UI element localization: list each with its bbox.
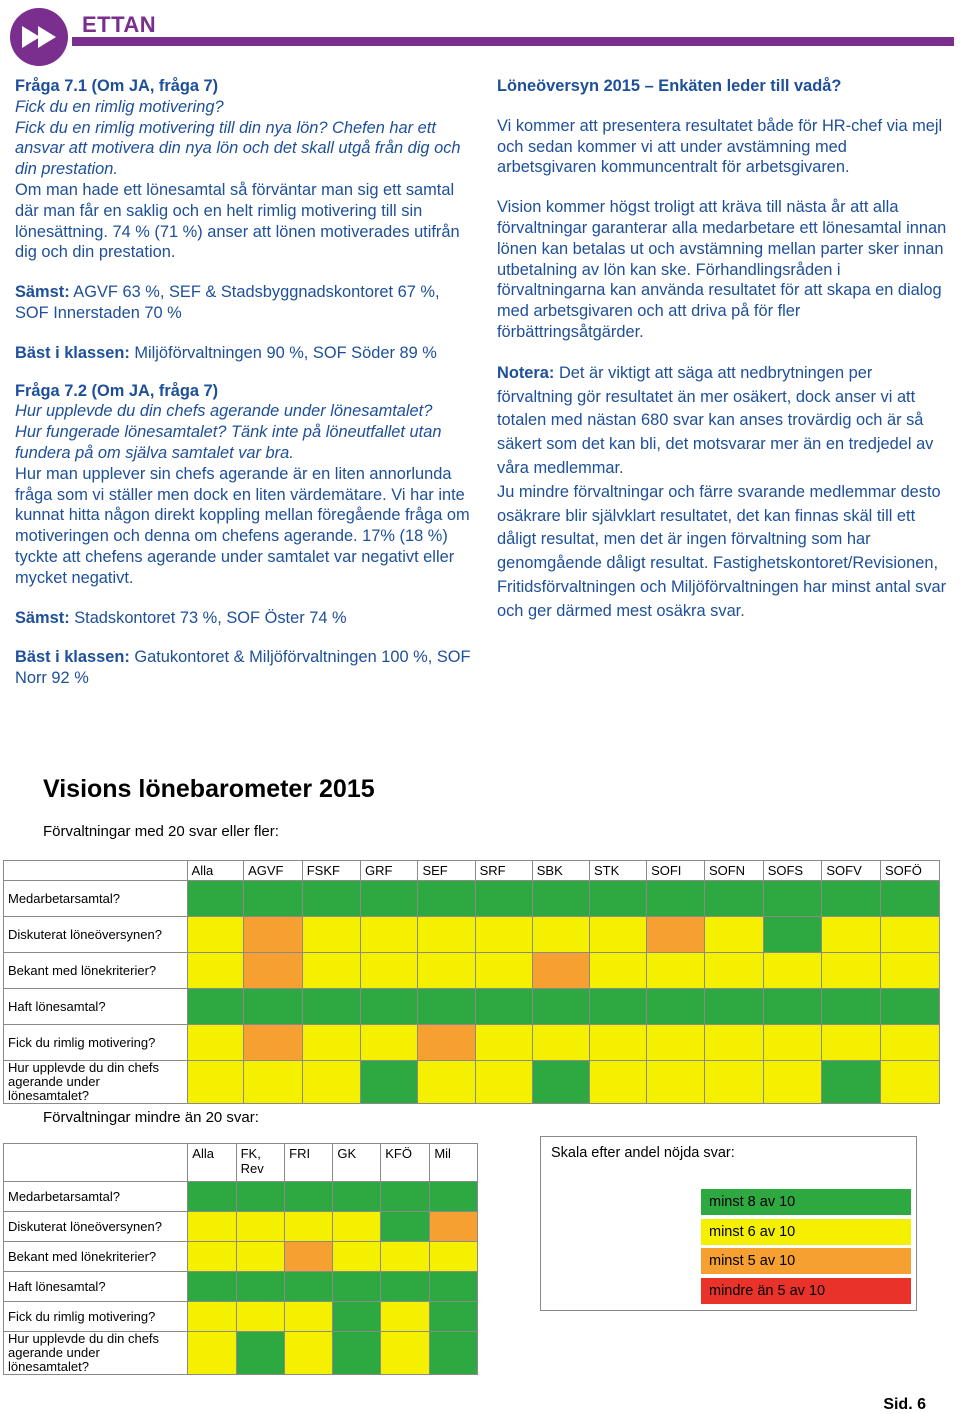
rating-cell xyxy=(187,989,244,1025)
rating-cell xyxy=(589,1061,646,1104)
rating-cell xyxy=(475,1025,532,1061)
rating-cell xyxy=(418,953,475,989)
rating-cell xyxy=(187,1061,244,1104)
rating-cell xyxy=(187,881,244,917)
rating-cell xyxy=(881,917,940,953)
rating-cell xyxy=(704,989,763,1025)
table-row xyxy=(4,1302,478,1332)
column-header: SOFV xyxy=(822,861,881,881)
table-row xyxy=(4,881,940,917)
rating-cell xyxy=(475,917,532,953)
rating-cell xyxy=(763,881,822,917)
rating-cell xyxy=(532,953,589,989)
table-corner xyxy=(4,1144,188,1182)
scale-item: minst 5 av 10 xyxy=(701,1248,911,1274)
barometer-table-large xyxy=(3,860,940,1104)
rating-cell xyxy=(532,1025,589,1061)
table-row xyxy=(4,1272,478,1302)
right-heading: Löneöversyn 2015 – Enkäten leder till vadå? xyxy=(497,77,842,95)
rating-cell xyxy=(430,1212,478,1242)
q72-worst: Sämst: Stadskontoret 73 %, SOF Öster 74 % xyxy=(15,608,347,627)
rating-cell xyxy=(430,1302,478,1332)
rating-cell xyxy=(285,1212,333,1242)
rating-cell xyxy=(704,1025,763,1061)
rating-cell xyxy=(302,1025,360,1061)
rating-cell xyxy=(361,1061,418,1104)
rating-cell xyxy=(333,1272,381,1302)
rating-cell xyxy=(475,1061,532,1104)
rating-cell xyxy=(333,1302,381,1332)
rating-cell xyxy=(704,881,763,917)
row-label: Bekant med lönekriterier? xyxy=(4,953,188,989)
right-paragraph-2: Vision kommer högst troligt att kräva till nästa år att alla förvaltningar garanterar alla medarbetare ett lönesamtal innan lönen kan betalas ut och avstämning mellan parter sker innan utbetalning av lön kan ske. Förhandlingsråden i förvaltningarna kan använda resultatet för att skapa en dialog med arbetsgivaren och att driva på för fler förbättringsåtgärder. xyxy=(497,198,947,341)
rating-cell xyxy=(822,881,881,917)
rating-cell xyxy=(822,917,881,953)
rating-cell xyxy=(236,1332,285,1375)
table-row xyxy=(4,953,940,989)
rating-cell xyxy=(418,917,475,953)
rating-cell xyxy=(418,1061,475,1104)
rating-cell xyxy=(187,1025,244,1061)
rating-cell xyxy=(532,881,589,917)
rating-cell xyxy=(187,917,244,953)
chart-subtitle-small: Förvaltningar mindre än 20 svar: xyxy=(43,1109,259,1126)
column-header: FK, Rev xyxy=(236,1144,285,1182)
column-header: SOFÖ xyxy=(881,861,940,881)
row-label: Fick du rimlig motivering? xyxy=(4,1025,188,1061)
rating-cell xyxy=(822,1061,881,1104)
rating-cell xyxy=(244,1061,303,1104)
row-label: Hur upplevde du din chefs agerande under lönesamtalet? xyxy=(4,1332,188,1375)
rating-cell xyxy=(285,1302,333,1332)
table-row xyxy=(4,1182,478,1212)
rating-cell xyxy=(381,1212,430,1242)
barometer-table-small xyxy=(3,1143,478,1375)
rating-cell xyxy=(244,1025,303,1061)
q72-question-detail: Hur fungerade lönesamtalet? Tänk inte på löneutfallet utan fundera på om själva samtalet var bra. xyxy=(15,423,442,462)
table-row xyxy=(4,989,940,1025)
table-row xyxy=(4,1242,478,1272)
rating-cell xyxy=(244,917,303,953)
row-label: Haft lönesamtal? xyxy=(4,989,188,1025)
rating-cell xyxy=(763,1025,822,1061)
rating-cell xyxy=(188,1272,236,1302)
row-label: Diskuterat löneöversynen? xyxy=(4,917,188,953)
rating-cell xyxy=(647,917,705,953)
rating-cell xyxy=(302,953,360,989)
rating-cell xyxy=(704,1061,763,1104)
rating-cell xyxy=(430,1182,478,1212)
rating-cell xyxy=(418,1025,475,1061)
rating-cell xyxy=(361,1025,418,1061)
right-column xyxy=(497,76,947,624)
header-rule xyxy=(72,37,954,46)
rating-cell xyxy=(763,917,822,953)
rating-cell xyxy=(418,881,475,917)
row-label: Medarbetarsamtal? xyxy=(4,881,188,917)
row-label: Haft lönesamtal? xyxy=(4,1272,188,1302)
table-row xyxy=(4,1025,940,1061)
row-label: Hur upplevde du din chefs agerande under lönesamtalet? xyxy=(4,1061,188,1104)
rating-cell xyxy=(822,953,881,989)
table-corner xyxy=(4,861,188,881)
q71-heading: Fråga 7.1 (Om JA, fråga 7) xyxy=(15,77,219,95)
rating-cell xyxy=(333,1242,381,1272)
q71-best: Bäst i klassen: Miljöförvaltningen 90 %, SOF Söder 89 % xyxy=(15,343,437,362)
rating-cell xyxy=(589,881,646,917)
row-label: Medarbetarsamtal? xyxy=(4,1182,188,1212)
rating-cell xyxy=(285,1242,333,1272)
rating-cell xyxy=(704,917,763,953)
column-header: STK xyxy=(589,861,646,881)
column-header: SRF xyxy=(475,861,532,881)
rating-cell xyxy=(302,881,360,917)
rating-cell xyxy=(236,1302,285,1332)
fast-forward-icon xyxy=(22,26,58,48)
rating-cell xyxy=(302,1061,360,1104)
rating-cell xyxy=(381,1242,430,1272)
rating-cell xyxy=(589,989,646,1025)
q72-question: Hur upplevde du din chefs agerande under lönesamtalet? xyxy=(15,402,433,421)
rating-cell xyxy=(881,989,940,1025)
rating-cell xyxy=(763,989,822,1025)
q72-heading: Fråga 7.2 (Om JA, fråga 7) xyxy=(15,381,219,400)
rating-cell xyxy=(285,1332,333,1375)
table-row xyxy=(4,1061,940,1104)
rating-cell xyxy=(647,1025,705,1061)
rating-cell xyxy=(333,1332,381,1375)
rating-cell xyxy=(475,881,532,917)
rating-cell xyxy=(532,917,589,953)
rating-cell xyxy=(647,989,705,1025)
vision-logo xyxy=(10,8,68,66)
rating-cell xyxy=(381,1332,430,1375)
rating-cell xyxy=(589,917,646,953)
rating-cell xyxy=(285,1272,333,1302)
rating-cell xyxy=(381,1182,430,1212)
column-header: GK xyxy=(333,1144,381,1182)
table-row xyxy=(4,917,940,953)
rating-cell xyxy=(763,1061,822,1104)
rating-cell xyxy=(236,1212,285,1242)
rating-cell xyxy=(822,1025,881,1061)
column-header: Alla xyxy=(188,1144,236,1182)
rating-cell xyxy=(381,1302,430,1332)
rating-cell xyxy=(236,1272,285,1302)
rating-cell xyxy=(647,881,705,917)
rating-cell xyxy=(589,953,646,989)
rating-cell xyxy=(763,953,822,989)
rating-cell xyxy=(430,1272,478,1302)
rating-cell xyxy=(244,953,303,989)
scale-title: Skala efter andel nöjda svar: xyxy=(551,1145,735,1161)
row-label: Fick du rimlig motivering? xyxy=(4,1302,188,1332)
q72-text: Hur man upplever sin chefs agerande är en liten annorlunda fråga som vi ställer men dock en liten värdemätare. Vi har inte kunnat hitta någon direkt koppling mellan föregående fråga om motiveringen och denna om chefens agerande. 17% (18 %) tyckte att chefens agerande under samtalet var negativt eller mycket negativt. xyxy=(15,464,470,587)
column-header: Alla xyxy=(187,861,244,881)
column-header: GRF xyxy=(361,861,418,881)
q71-question: Fick du en rimlig motivering? xyxy=(15,97,224,116)
rating-cell xyxy=(647,1061,705,1104)
table-row xyxy=(4,1332,478,1375)
q72-best: Bäst i klassen: Gatukontoret & Miljöförvaltningen 100 %, SOF Norr 92 % xyxy=(15,648,471,688)
rating-cell xyxy=(188,1302,236,1332)
column-header: Mil xyxy=(430,1144,478,1182)
rating-cell xyxy=(188,1242,236,1272)
column-header: SOFI xyxy=(647,861,705,881)
rating-cell xyxy=(236,1242,285,1272)
rating-cell xyxy=(333,1212,381,1242)
scale-legend xyxy=(540,1136,917,1311)
rating-cell xyxy=(704,953,763,989)
rating-cell xyxy=(475,953,532,989)
right-paragraph-4: Ju mindre förvaltningar och färre svarande medlemmar desto osäkrare blir självklart resultatet, det kan finnas skäl till ett dåligt resultat, men det är ingen förvaltning som har genomgående dåligt resultat. Fastighetskontoret/Revisionen, Fritidsförvaltningen och Miljöförvaltningen har minst antal svar och ger därmed mest osäkra svar. xyxy=(497,482,947,620)
rating-cell xyxy=(244,881,303,917)
rating-cell xyxy=(187,953,244,989)
brand-title: ETTAN xyxy=(82,12,157,37)
column-header: FRI xyxy=(285,1144,333,1182)
table-row xyxy=(4,1212,478,1242)
rating-cell xyxy=(361,917,418,953)
scale-item: minst 8 av 10 xyxy=(701,1189,911,1215)
rating-cell xyxy=(236,1182,285,1212)
rating-cell xyxy=(881,1061,940,1104)
column-header: FSKF xyxy=(302,861,360,881)
q71-worst: Sämst: AGVF 63 %, SEF & Stadsbyggnadskontoret 67 %, SOF Innerstaden 70 % xyxy=(15,283,440,322)
rating-cell xyxy=(188,1182,236,1212)
rating-cell xyxy=(188,1212,236,1242)
column-header: SEF xyxy=(418,861,475,881)
scale-item: minst 6 av 10 xyxy=(701,1219,911,1245)
q71-question-detail: Fick du en rimlig motivering till din nya lön? Chefen har ett ansvar att motivera din nya lön och det skall utgå från dig och din prestation. xyxy=(15,118,461,179)
scale-item: mindre än 5 av 10 xyxy=(701,1278,911,1304)
column-header: SOFN xyxy=(704,861,763,881)
rating-cell xyxy=(361,953,418,989)
rating-cell xyxy=(881,881,940,917)
chart-subtitle-large: Förvaltningar med 20 svar eller fler: xyxy=(43,823,279,840)
rating-cell xyxy=(381,1272,430,1302)
rating-cell xyxy=(647,953,705,989)
rating-cell xyxy=(532,1061,589,1104)
rating-cell xyxy=(361,881,418,917)
rating-cell xyxy=(475,989,532,1025)
rating-cell xyxy=(244,989,303,1025)
page-number: Sid. 6 xyxy=(883,1396,926,1413)
rating-cell xyxy=(361,989,418,1025)
rating-cell xyxy=(881,953,940,989)
right-note: Notera: Det är viktigt att säga att nedbrytningen per förvaltning gör resultatet än mer osäkert, dock anser vi att totalen med nästan 680 svar kan anses trovärdig och är så säkert som det kan bli, det motsvarar mer än en tredjedel av våra medlemmar. xyxy=(497,363,934,477)
rating-cell xyxy=(589,1025,646,1061)
rating-cell xyxy=(430,1332,478,1375)
rating-cell xyxy=(822,989,881,1025)
right-paragraph-1: Vi kommer att presentera resultatet både för HR-chef via mejl och sedan kommer vi att under avstämning med arbetsgivaren kommuncentralt för arbetsgivaren. xyxy=(497,116,943,177)
rating-cell xyxy=(302,989,360,1025)
rating-cell xyxy=(881,1025,940,1061)
rating-cell xyxy=(285,1182,333,1212)
column-header: AGVF xyxy=(244,861,303,881)
rating-cell xyxy=(532,989,589,1025)
rating-cell xyxy=(418,989,475,1025)
row-label: Diskuterat löneöversynen? xyxy=(4,1212,188,1242)
chart-title: Visions lönebarometer 2015 xyxy=(43,775,375,803)
rating-cell xyxy=(188,1332,236,1375)
rating-cell xyxy=(333,1182,381,1212)
rating-cell xyxy=(430,1242,478,1272)
left-column xyxy=(15,76,475,689)
q71-text: Om man hade ett lönesamtal så förväntar man sig ett samtal där man får en saklig och en helt rimlig motivering till sin lönesättning. 74 % (71 %) anser att lönen motiverades utifrån dig och din prestation. xyxy=(15,180,460,262)
page-header xyxy=(0,0,960,60)
column-header: SOFS xyxy=(763,861,822,881)
row-label: Bekant med lönekriterier? xyxy=(4,1242,188,1272)
column-header: KFÖ xyxy=(381,1144,430,1182)
column-header: SBK xyxy=(532,861,589,881)
rating-cell xyxy=(302,917,360,953)
